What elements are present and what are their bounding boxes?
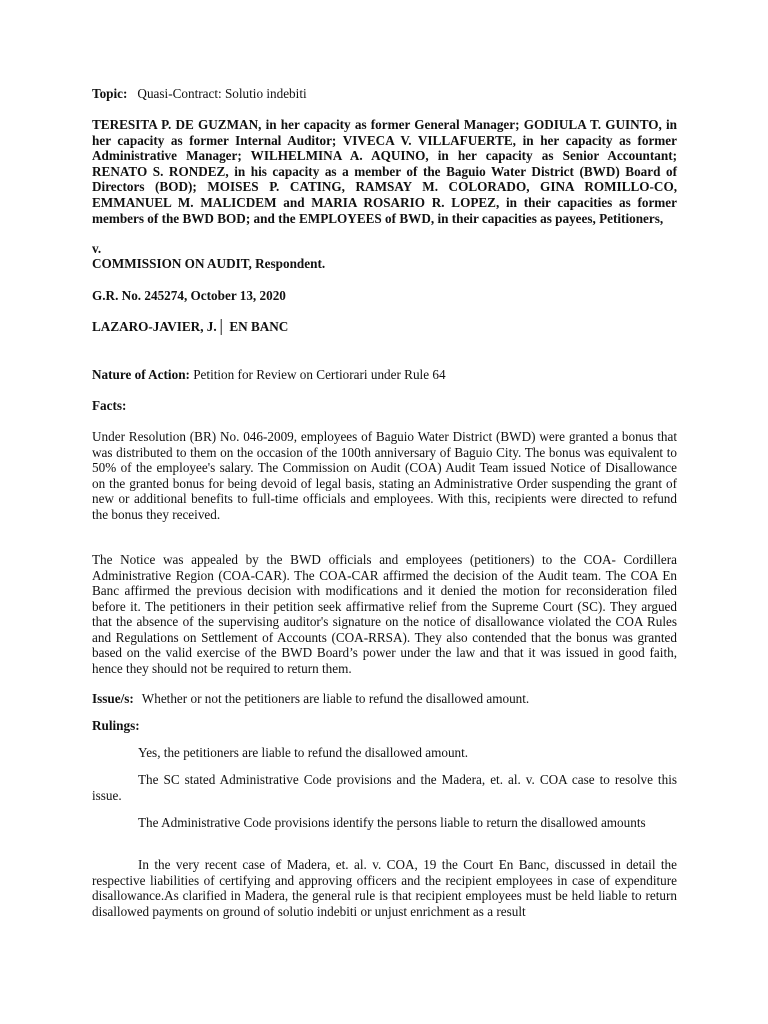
case-respondent: COMMISSION ON AUDIT, Respondent.	[92, 256, 326, 271]
topic-line	[92, 86, 307, 102]
rulings-paragraph: Yes, the petitioners are liable to refund the disallowed amount.	[138, 745, 469, 760]
rulings-paragraph: The SC stated Administrative Code provisions and the Madera, et. al. v. COA case to resolve this issue.	[92, 772, 677, 803]
case-gr-number: G.R. No. 245274, October 13, 2020	[92, 288, 286, 303]
rulings-paragraph: The Administrative Code provisions identify the persons liable to return the disallowed amounts	[138, 815, 646, 830]
topic-text: Quasi-Contract: Solutio indebiti	[137, 86, 307, 101]
issue-label: Issue/s:	[92, 691, 134, 706]
topic-label: Topic:	[92, 86, 128, 101]
issue-line	[92, 691, 529, 707]
rulings-paragraph: In the very recent case of Madera, et. al. v. COA, 19 the Court En Banc, discussed in detail the respective liabilities of certifying and approving officers and the recipient employees in case of expenditure disallowance.As clarified in Madera, the general rule is that recipient employees must be held liable to return disallowed payments on ground of solutio indebiti or unjust enrichment as a result	[92, 857, 677, 919]
facts-paragraph: The Notice was appealed by the BWD officials and employees (petitioners) to the COA- Cordillera Administrative Region (COA-CAR). The COA-CAR affirmed the decision of the Audit team. The COA En Banc affirmed the previous decision with modifications and it denied the motion for reconsideration filed before it. The petitioners in their petition seek affirmative relief from the Supreme Court (SC). They argued that the absence of the supervising auditor's signature on the notice of disallowance violated the COA Rules and Regulations on Settlement of Accounts (COA-RRSA). They also contended that the bonus was granted based on the valid exercise of the BWD Board’s power under the law and that it was issued in good faith, hence they should not be required to return them.	[92, 552, 677, 676]
issue-text: Whether or not the petitioners are liable to refund the disallowed amount.	[141, 691, 530, 706]
nature-label: Nature of Action:	[92, 367, 190, 382]
case-ponente: LAZARO-JAVIER, J.│ EN BANC	[92, 319, 289, 334]
nature-of-action	[92, 367, 446, 383]
facts-paragraph: Under Resolution (BR) No. 046-2009, employees of Baguio Water District (BWD) were granted a bonus that was distributed to them on the occasion of the 100th anniversary of Baguio City. The bonus was equivalent to 50% of the employee's salary. The Commission on Audit (COA) Audit Team issued Notice of Disallowance on the granted bonus for being devoid of legal basis, stating an Administrative Order suspending the grant of new or additional benefits to full-time officials and employees. With this, recipients were directed to refund the bonus they received.	[92, 429, 677, 522]
case-parties: TERESITA P. DE GUZMAN, in her capacity as former General Manager; GODIULA T. GUINTO, in her capacity as former Internal Auditor; VIVECA V. VILLAFUERTE, in her capacity as former Administrative Manager; WILHELMINA A. AQUINO, in her capacity as Senior Accountant; RENATO S. RONDEZ, in his capacity as a member of the Baguio Water District (BWD) Board of Directors (BOD); MOISES P. CATING, RAMSAY M. COLORADO, GINA ROMILLO-CO, EMMANUEL M. MALICDEM and MARIA ROSARIO R. LOPEZ, in their capacities as former members of the BWD BOD; and the EMPLOYEES of BWD, in their capacities as payees, Petitioners,	[92, 117, 677, 226]
case-versus: v.	[92, 241, 102, 256]
facts-heading: Facts:	[92, 398, 127, 413]
rulings-heading: Rulings:	[92, 718, 140, 733]
nature-text: Petition for Review on Certiorari under Rule 64	[193, 367, 446, 382]
